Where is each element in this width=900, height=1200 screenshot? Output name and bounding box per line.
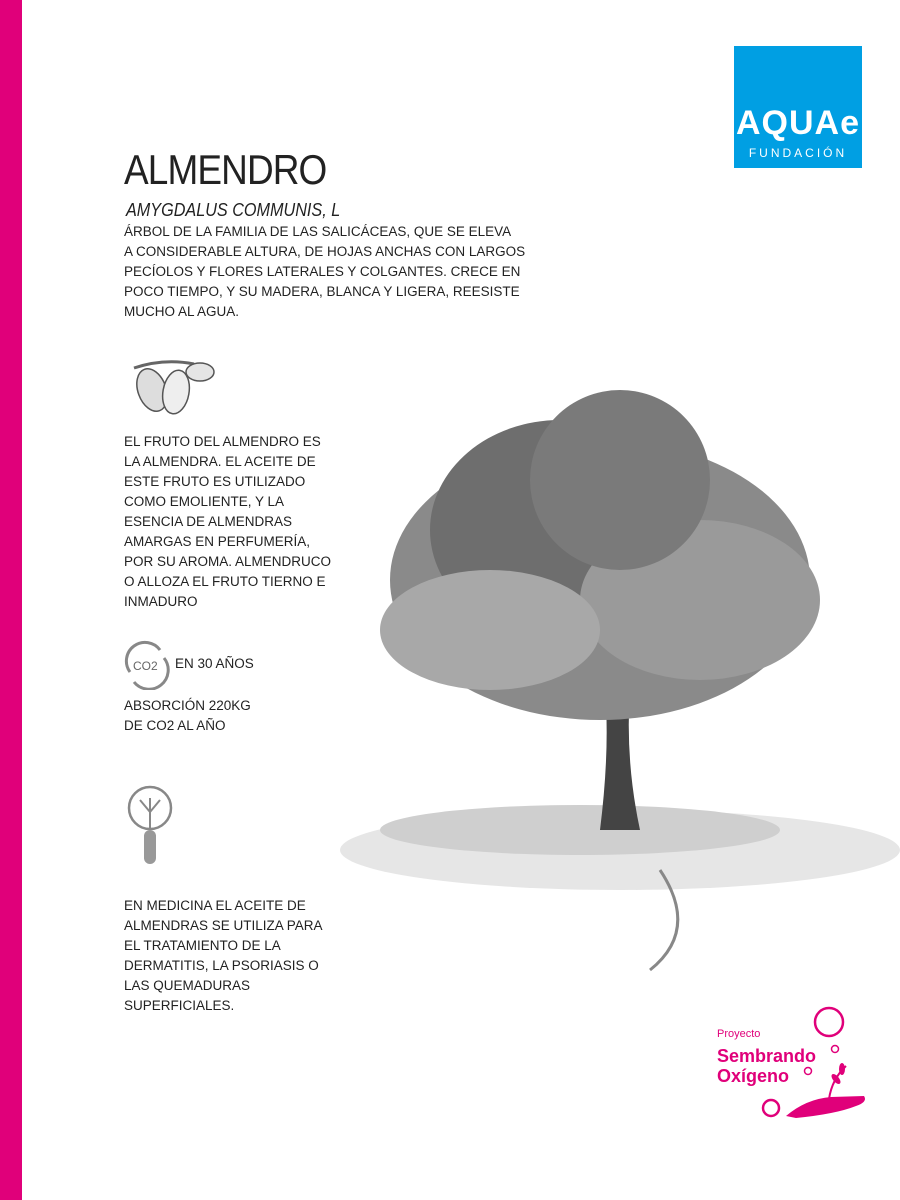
co2-cycle-icon xyxy=(120,640,172,690)
medicine-text: EN MEDICINA EL ACEITE DE ALMENDRAS SE UTILIZA PARA EL TRATAMIENTO DE LA DERMATITIS, LA PSORIASIS O LAS QUEMADURAS SUPERFICIALES. xyxy=(124,898,323,1013)
aquae-logo: AQUAe FUNDACIÓN xyxy=(734,46,862,168)
medicine-tree-icon xyxy=(126,784,176,866)
description: ÁRBOL DE LA FAMILIA DE LAS SALICÁCEAS, QUE SE ELEVA A CONSIDERABLE ALTURA, DE HOJAS ANCHAS CON LARGOS PECÍOLOS Y FLORES LATERALES Y COLGANTES. CRECE EN POCO TIEMPO, Y SU MADERA, BLANCA Y LIGERA, REESISTE MUCHO AL AGUA. xyxy=(124,224,526,319)
scientific-name: AMYGDALUS COMMUNIS, L xyxy=(126,200,341,220)
project-name: Sembrando Oxígeno xyxy=(717,1046,817,1086)
page-title: ALMENDRO xyxy=(124,146,327,193)
fruit-text: EL FRUTO DEL ALMENDRO ES LA ALMENDRA. EL ACEITE DE ESTE FRUTO ES UTILIZADO COMO EMOLIENTE, Y LA ESENCIA DE ALMENDRAS AMARGAS EN PERFUMERÍA, POR SU AROMA. ALMENDRUCO O ALLOZA EL FRUTO TIERNO E INMADURO xyxy=(124,434,332,609)
co2-period: EN 30 AÑOS xyxy=(175,656,254,671)
almond-icon xyxy=(124,350,219,420)
almond-tree-illustration xyxy=(320,330,900,990)
co2-absorption-text: ABSORCIÓN 220KG DE CO2 AL AÑO xyxy=(124,698,251,733)
svg-text:CO2: CO2 xyxy=(133,659,158,673)
magenta-side-bar xyxy=(0,0,22,1200)
project-label: Proyecto xyxy=(717,1028,761,1040)
